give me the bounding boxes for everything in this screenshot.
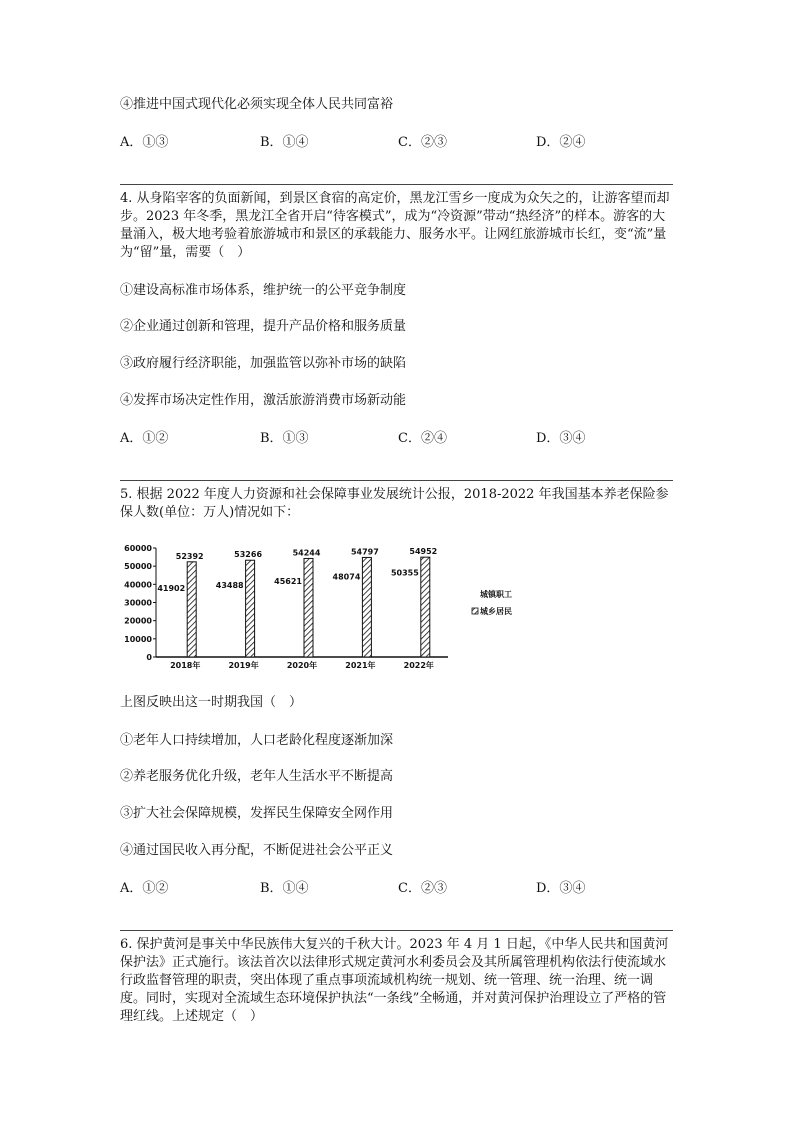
q3-options (120, 134, 680, 152)
q5-item-1: ①老年人口持续增加，人口老龄化程度逐渐加深 (120, 733, 394, 748)
q4-stem: 4. 从身陷宰客的负面新闻，到景区食宿的高定价，黑龙江雪乡一度成为众矢之的，让游客望而却步。2023 年冬季，黑龙江全省开启“待客模式”，成为“冷资源”带动“热经济”的样本。游客的大量涌入，极大地考验着旅游城市和景区的承载能力、服务水平。让网红旅游城市长红，变“流”量为“留”量，需要（ ） (120, 191, 670, 260)
y-tick-label: 30000 (124, 598, 152, 608)
q4-item-2: ②企业通过创新和管理，提升产品价格和服务质量 (120, 319, 407, 334)
q5-options (120, 880, 680, 898)
legend-label-cheng-xiang-ju-min: 城乡居民 (480, 607, 512, 616)
q5-option-b[interactable]: B．①④ (260, 881, 309, 896)
y-tick-label: 20000 (124, 616, 152, 626)
y-tick-label: 50000 (124, 562, 152, 572)
data-label-cheng-xiang-ju-min: 54244 (292, 548, 321, 558)
data-label-cheng-xiang-ju-min: 54797 (350, 547, 379, 557)
q3-option-a[interactable]: A．①③ (120, 135, 169, 150)
q3-option-d[interactable]: D．②④ (536, 135, 586, 150)
q5-item-4: ④通过国民收入再分配，不断促进社会公平正义 (120, 843, 394, 858)
x-tick-label: 2022年 (403, 661, 434, 670)
legend-swatch-cheng-xiang-ju-min (472, 608, 478, 614)
q5-option-c[interactable]: C．②③ (398, 881, 447, 896)
x-tick-label: 2018年 (170, 661, 201, 670)
q4-option-d[interactable]: D．③④ (536, 431, 586, 446)
question-divider (120, 480, 673, 481)
q5-item-3: ③扩大社会保障规模，发挥民生保障安全网作用 (120, 806, 394, 821)
q5-after-chart: 上图反映出这一时期我国（ ） (120, 695, 303, 710)
bar-cheng-xiang-ju-min (246, 560, 255, 657)
bar-cheng-xiang-ju-min (187, 562, 196, 657)
data-label-cheng-zhen-zhi-gong: 43488 (215, 580, 244, 590)
q4-item-4: ④发挥市场决定性作用，激活旅游消费市场新动能 (120, 393, 407, 408)
q6-stem: 6. 保护黄河是事关中华民族伟大复兴的千秋大计。2023 年 4 月 1 日起，《中华人民共和国黄河保护法》正式施行。该法首次以法律形式规定黄河水利委员会及其所属管理机构依法行使流域水行政监督管理的职责，突出体现了重点事项流域机构统一规划、统一管理、统一治理、统一调度。同时，实现对全流域生态环境保护执法“一条线”全畅通，并对黄河保护治理设立了严格的管理红线。上述规定（ ） (120, 937, 669, 1024)
q5-stem: 5. 根据 2022 年度人力资源和社会保障事业发展统计公报，2018-2022 年我国基本养老保险参保人数(单位：万人)情况如下： (120, 487, 669, 520)
x-tick-label: 2019年 (228, 661, 259, 670)
data-label-cheng-zhen-zhi-gong: 48074 (332, 572, 361, 582)
data-label-cheng-zhen-zhi-gong: 50355 (390, 568, 419, 578)
question-divider (120, 184, 673, 185)
q4-item-1: ①建设高标准市场体系，维护统一的公平竞争制度 (120, 283, 407, 298)
y-tick-label: 10000 (124, 634, 152, 644)
legend-label-cheng-zhen-zhi-gong: 城镇职工 (480, 590, 512, 599)
x-tick-label: 2021年 (345, 661, 376, 670)
data-label-cheng-xiang-ju-min: 54952 (409, 547, 438, 557)
pension-insurance-bar-chart (118, 540, 538, 670)
q3-option-c[interactable]: C．②③ (398, 135, 447, 150)
q4-item-3: ③政府履行经济职能，加强监管以弥补市场的缺陷 (120, 356, 407, 371)
q5-item-2: ②养老服务优化升级，老年人生活水平不断提高 (120, 769, 394, 784)
x-tick-label: 2020年 (286, 661, 318, 670)
q5-option-d[interactable]: D．③④ (536, 881, 586, 896)
q4-option-a[interactable]: A．①② (120, 431, 169, 446)
y-tick-label: 40000 (124, 580, 152, 590)
q4-option-b[interactable]: B．①③ (260, 431, 309, 446)
data-label-cheng-xiang-ju-min: 52392 (175, 551, 204, 561)
question-divider (120, 930, 673, 931)
q3-item-4: ④推进中国式现代化必须实现全体人民共同富裕 (120, 97, 394, 112)
data-label-cheng-xiang-ju-min: 53266 (234, 550, 263, 560)
data-label-cheng-zhen-zhi-gong: 41902 (157, 583, 186, 593)
q4-options (120, 430, 680, 448)
q4-option-c[interactable]: C．②④ (398, 431, 447, 446)
y-tick-label: 0 (146, 653, 152, 662)
data-label-cheng-zhen-zhi-gong: 45621 (274, 577, 302, 587)
bar-cheng-xiang-ju-min (304, 558, 313, 657)
bar-cheng-xiang-ju-min (362, 557, 371, 657)
q3-option-b[interactable]: B．①④ (260, 135, 309, 150)
y-tick-label: 60000 (124, 544, 152, 553)
bar-cheng-xiang-ju-min (421, 557, 430, 657)
q5-option-a[interactable]: A．①② (120, 881, 169, 896)
